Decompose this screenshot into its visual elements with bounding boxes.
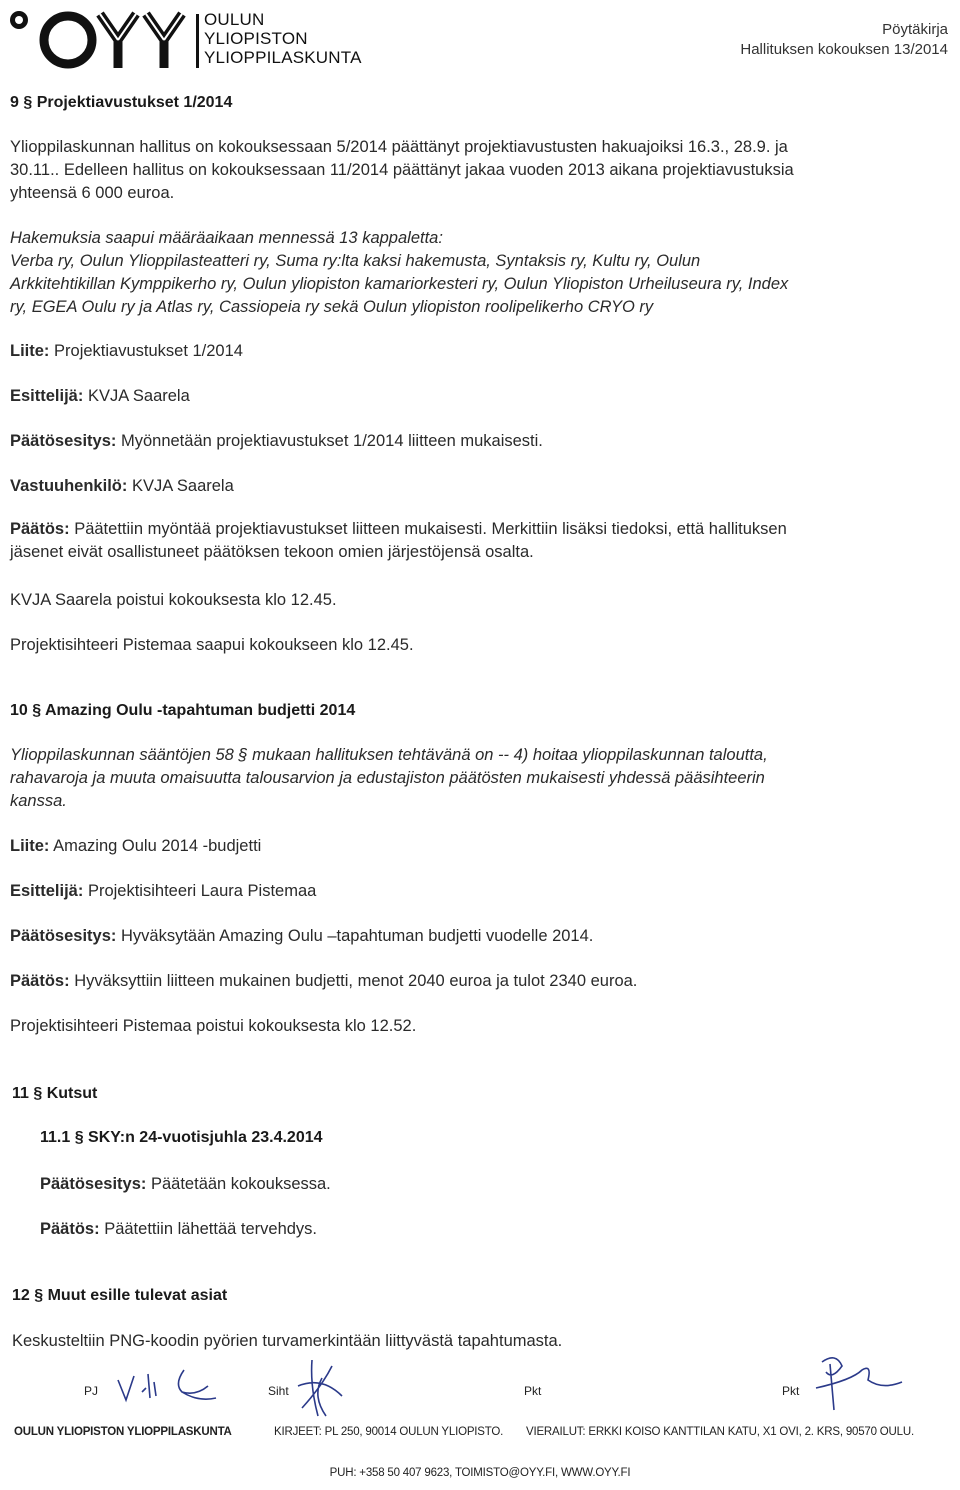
applicants-line: ry, EGEA Oulu ry ja Atlas ry, Cassiopeia ry sekä Oulun yliopiston roolipelikerho CRYO ry: [10, 298, 654, 316]
value: Projektiavustukset 1/2014: [54, 342, 243, 360]
section-9-proposal: [10, 430, 543, 453]
section-10-title: 10 § Amazing Oulu -tapahtuman budjetti 2014: [10, 702, 356, 719]
section-11-decision: [40, 1218, 317, 1241]
footer-org-name: OULUN YLIOPISTON YLIOPPILASKUNTA: [14, 1426, 232, 1438]
intro-line: rahavaroja ja muuta omaisuutta talousarvion ja edustajiston päätösten mukaisesti yhdessä pääsihteerin: [10, 769, 765, 787]
header: [0, 0, 960, 80]
value: KVJA Saarela: [87, 387, 190, 405]
footer-visiting-address: VIERAILUT: ERKKI KOISO KANTTILAN KATU, X1 OVI, 2. KRS, 90570 OULU.: [526, 1426, 914, 1438]
signature-label-pj: PJ: [84, 1384, 99, 1398]
section-10-intro: [10, 744, 768, 813]
signature-siht-icon: [282, 1356, 362, 1426]
value: Päätettiin lähettää tervehdys.: [104, 1220, 318, 1238]
section-10-proposal: [10, 925, 593, 948]
label: Vastuuhenkilö:: [10, 477, 128, 495]
label: Esittelijä:: [10, 387, 84, 405]
section-9-decision: [10, 518, 787, 564]
doc-type: Pöytäkirja: [882, 21, 948, 38]
org-line-2: YLIOPISTON: [204, 29, 308, 48]
label: Päätös:: [40, 1220, 100, 1238]
section-9-responsible: [10, 475, 234, 498]
section-9-attachment: [10, 340, 243, 363]
intro-line: Ylioppilaskunnan hallitus on kokouksessaan 5/2014 päättänyt projektiavustusten hakuajoiksi 16.3., 28.9. ja: [10, 138, 788, 156]
label: Päätösesitys:: [40, 1175, 147, 1193]
footer-org: [14, 1426, 232, 1438]
signature-label-pkt-2: Pkt: [782, 1384, 800, 1398]
footer-contact: PUH: +358 50 407 9623, TOIMISTO@OYY.FI, WWW.OYY.FI: [329, 1467, 631, 1479]
label: Liite:: [10, 837, 50, 855]
value: Projektisihteeri Laura Pistemaa: [87, 882, 317, 900]
intro-line: kanssa.: [10, 792, 67, 810]
doc-meta: [740, 20, 948, 60]
label: Päätösesitys:: [10, 432, 117, 450]
value: Amazing Oulu 2014 -budjetti: [53, 837, 262, 855]
section-9-note-2: Projektisihteeri Pistemaa saapui kokoukseen klo 12.45.: [10, 636, 414, 654]
org-line-3: YLIOPPILASKUNTA: [204, 48, 362, 67]
label: Päätösesitys:: [10, 927, 117, 945]
signature-label-siht: Siht: [268, 1384, 289, 1398]
value: KVJA Saarela: [131, 477, 234, 495]
section-11-1-title: 11.1 § SKY:n 24-vuotisjuhla 23.4.2014: [40, 1129, 323, 1146]
intro-line: Ylioppilaskunnan sääntöjen 58 § mukaan hallituksen tehtävänä on -- 4) hoitaa ylioppilaskunnan taloutta,: [10, 746, 768, 764]
signature-pj-icon: [112, 1362, 222, 1412]
signature-pkt-icon: [802, 1350, 922, 1420]
section-10-note: Projektisihteeri Pistemaa poistui kokouksesta klo 12.52.: [10, 1017, 417, 1035]
section-11-title: 11 § Kutsut: [12, 1085, 98, 1102]
label: Esittelijä:: [10, 882, 84, 900]
signature-label-pkt-1: Pkt: [524, 1384, 542, 1398]
label: Päätös:: [10, 972, 70, 990]
section-9-applicants: [10, 227, 950, 319]
label: Päätös:: [10, 520, 70, 538]
section-11-proposal: [40, 1173, 331, 1196]
value: Päätetään kokouksessa.: [150, 1175, 331, 1193]
intro-line: 30.11.. Edelleen hallitus on kokouksessaan 11/2014 päättänyt jakaa vuoden 2013 aikana projektiavustuksia: [10, 161, 794, 179]
applicants-line: Arkkitehtikillan Kymppikerho ry, Oulun yliopiston kamariorkesteri ry, Oulun Yliopiston Urheiluseura ry, Index: [10, 275, 789, 293]
section-10-presenter: [10, 880, 316, 903]
value: Hyväksyttiin liitteen mukainen budjetti, menot 2040 euroa ja tulot 2340 euroa.: [74, 972, 638, 990]
meeting-number: Hallituksen kokouksen 13/2014: [740, 41, 948, 58]
section-10-attachment: [10, 835, 261, 858]
section-9-intro: [10, 136, 794, 205]
section-12-text: Keskusteltiin PNG-koodin pyörien turvamerkintään liittyvästä tapahtumasta.: [12, 1332, 563, 1350]
section-10-decision: [10, 970, 637, 993]
value: jäsenet eivät osallistuneet päätöksen tekoon omien järjestöjensä osalta.: [10, 543, 534, 561]
value: Hyväksytään Amazing Oulu –tapahtuman budjetti vuodelle 2014.: [120, 927, 594, 945]
applicants-line: Verba ry, Oulun Ylioppilasteatteri ry, Suma ry:lta kaksi hakemusta, Syntaksis ry, Kultu ry, Oulun: [10, 252, 701, 270]
section-9-note-1: KVJA Saarela poistui kokouksesta klo 12.45.: [10, 591, 337, 609]
value: Päätettiin myöntää projektiavustukset liitteen mukaisesti. Merkittiin lisäksi tiedoksi, että hallituksen: [74, 520, 787, 538]
org-line-1: OULUN: [204, 10, 265, 29]
applicants-line: Hakemuksia saapui määräaikaan mennessä 13 kappaletta:: [10, 229, 443, 247]
section-12-title: 12 § Muut esille tulevat asiat: [12, 1287, 228, 1304]
section-9-title: 9 § Projektiavustukset 1/2014: [10, 94, 233, 111]
intro-line: yhteensä 6 000 euroa.: [10, 184, 175, 202]
section-9-presenter: [10, 385, 190, 408]
value: Myönnetään projektiavustukset 1/2014 liitteen mukaisesti.: [120, 432, 543, 450]
org-name: [204, 10, 362, 67]
label: Liite:: [10, 342, 50, 360]
footer-address: KIRJEET: PL 250, 90014 OULUN YLIOPISTO.: [274, 1426, 504, 1438]
